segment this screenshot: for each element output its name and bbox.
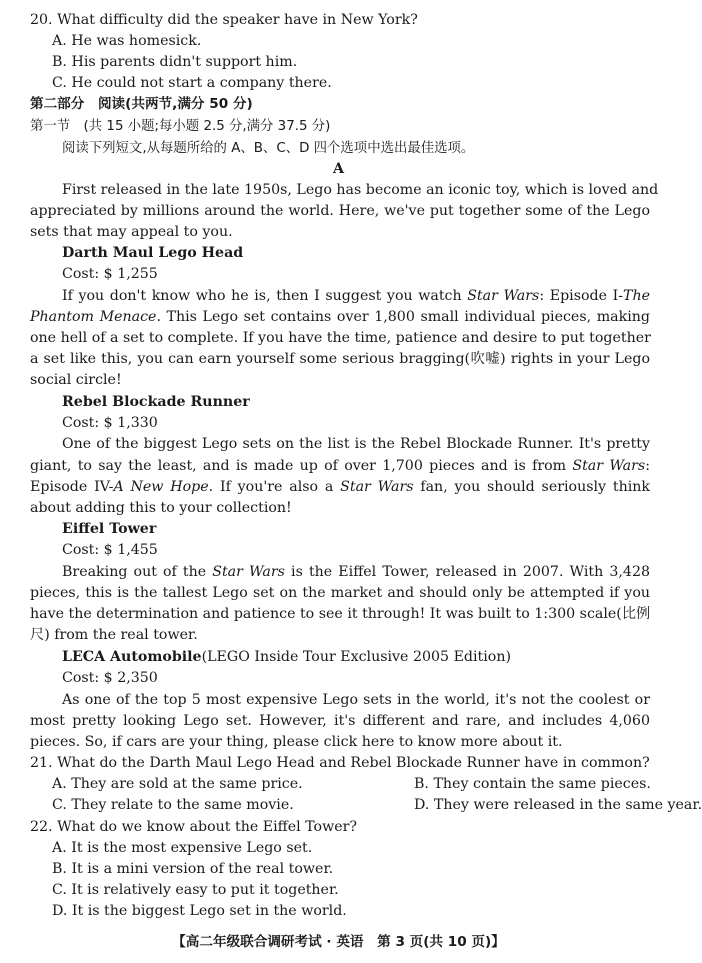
text-run: 尺) from the real tower. <box>30 627 198 643</box>
q21-option-b: B. They contain the same pieces. <box>414 776 651 792</box>
set-body-line <box>30 349 650 370</box>
q21-option-c: C. They relate to the same movie. <box>52 797 294 813</box>
page-footer: 【高二年级联合调研考试 · 英语 第 3 页(共 10 页)】 <box>172 934 505 950</box>
set-body-line <box>30 732 650 753</box>
italic-title: Phantom Menace <box>30 309 157 325</box>
q22-option-a: A. It is the most expensive Lego set. <box>52 840 313 856</box>
set-body-line <box>30 307 650 328</box>
set-body-line <box>30 477 650 498</box>
text-run: about adding this to your collection! <box>30 500 292 516</box>
italic-title: A New Hope <box>113 479 209 495</box>
q22-option-d: D. It is the biggest Lego set in the world. <box>52 903 347 919</box>
set-body-line <box>62 434 650 455</box>
section1-heading: 第一节 (共 15 小题;每小题 2.5 分,满分 37.5 分) <box>30 119 331 134</box>
q20-option-a: A. He was homesick. <box>52 33 202 49</box>
set-name-eiffel-tower: Eiffel Tower <box>62 521 157 537</box>
text-run: social circle! <box>30 372 122 388</box>
set-body-line <box>62 690 650 711</box>
text-run: Breaking out of the <box>62 564 213 580</box>
q22-option-c: C. It is relatively easy to put it together. <box>52 882 339 898</box>
reading-instructions: 阅读下列短文,从每题所给的 A、B、C、D 四个选项中选出最佳选项。 <box>62 141 475 156</box>
set-body-line <box>30 498 650 519</box>
text-run: : <box>645 458 650 474</box>
set-body-line <box>30 711 650 732</box>
set-body-line <box>30 583 650 604</box>
part2-heading: 第二部分 阅读(共两节,满分 50 分) <box>30 96 253 112</box>
set-name-bold: LECA Automobile <box>62 649 202 665</box>
text-run: have the determination and patience to see it through! It was built to 1:300 scale(比例 <box>30 606 651 622</box>
set-body-line <box>30 328 650 349</box>
text-run: Episode IV- <box>30 479 114 495</box>
set-name-suffix: (LEGO Inside Tour Exclusive 2005 Edition) <box>201 649 512 665</box>
italic-title: Star Wars <box>467 288 540 304</box>
q21-option-a: A. They are sold at the same price. <box>52 776 303 792</box>
set-body-line <box>30 625 650 646</box>
text-run: One of the biggest Lego sets on the list is the Rebel Blockade Runner. It's pretty <box>62 436 650 452</box>
q21-options-row <box>52 795 702 816</box>
text-run: : Episode I- <box>539 288 623 304</box>
q20-option-b: B. His parents didn't support him. <box>52 54 298 70</box>
text-run: If you don't know who he is, then I suggest you watch <box>62 288 468 304</box>
q21-options-row <box>52 774 650 795</box>
text-run: As one of the top 5 most expensive Lego sets in the world, it's not the coolest or <box>62 692 650 708</box>
intro-line: appreciated by millions around the world. Here, we've put together some of the Lego <box>30 203 650 219</box>
italic-title: Star Wars <box>572 458 646 474</box>
italic-title: The <box>623 288 650 304</box>
q21-stem: 21. What do the Darth Maul Lego Head and Rebel Blockade Runner have in common? <box>30 755 650 771</box>
q20-stem: 20. What difficulty did the speaker have in New York? <box>30 12 418 28</box>
intro-line: First released in the late 1950s, Lego has become an iconic toy, which is loved and <box>62 182 659 198</box>
set-cost: Cost: $ 1,255 <box>62 266 158 282</box>
set-name-rebel-blockade: Rebel Blockade Runner <box>62 394 250 410</box>
text-run: a set like this, you can earn yourself some serious bragging(吹嘘) rights in your Lego <box>30 351 650 367</box>
text-run: most pretty looking Lego set. However, it's different and rare, and includes 4,060 <box>30 713 650 729</box>
q21-option-d: D. They were released in the same year. <box>414 797 702 813</box>
q22-stem: 22. What do we know about the Eiffel Tower? <box>30 819 357 835</box>
text-run: one hell of a set to complete. If you have the time, patience and desire to put together <box>30 330 651 346</box>
text-run: fan, you should seriously think <box>413 479 650 495</box>
text-run: . If you're also a <box>208 479 341 495</box>
set-name-darth-maul: Darth Maul Lego Head <box>62 245 244 261</box>
q22-option-b: B. It is a mini version of the real tower. <box>52 861 334 877</box>
text-run: pieces, this is the tallest Lego set on the market and should only be attempted if you <box>30 585 650 601</box>
set-cost: Cost: $ 2,350 <box>62 670 158 686</box>
set-body-line <box>62 562 650 583</box>
set-body-line <box>30 604 650 625</box>
text-run: is the Eiffel Tower, released in 2007. With 3,428 <box>284 564 650 580</box>
text-run: giant, to say the least, and is made up of over 1,700 pieces and is from <box>30 458 573 474</box>
text-run: . This Lego set contains over 1,800 small individual pieces, making <box>156 309 650 325</box>
set-body-line <box>30 456 650 477</box>
italic-title: Star Wars <box>212 564 285 580</box>
set-body-line <box>62 286 650 307</box>
passage-label: A <box>332 161 344 177</box>
set-cost: Cost: $ 1,330 <box>62 415 158 431</box>
set-cost: Cost: $ 1,455 <box>62 542 158 558</box>
text-run: pieces. So, if cars are your thing, please click here to know more about it. <box>30 734 563 750</box>
q20-option-c: C. He could not start a company there. <box>52 75 332 91</box>
set-body-line <box>30 370 650 391</box>
set-name-leca-automobile <box>62 647 650 668</box>
intro-line: sets that may appeal to you. <box>30 224 233 240</box>
italic-title: Star Wars <box>340 479 414 495</box>
